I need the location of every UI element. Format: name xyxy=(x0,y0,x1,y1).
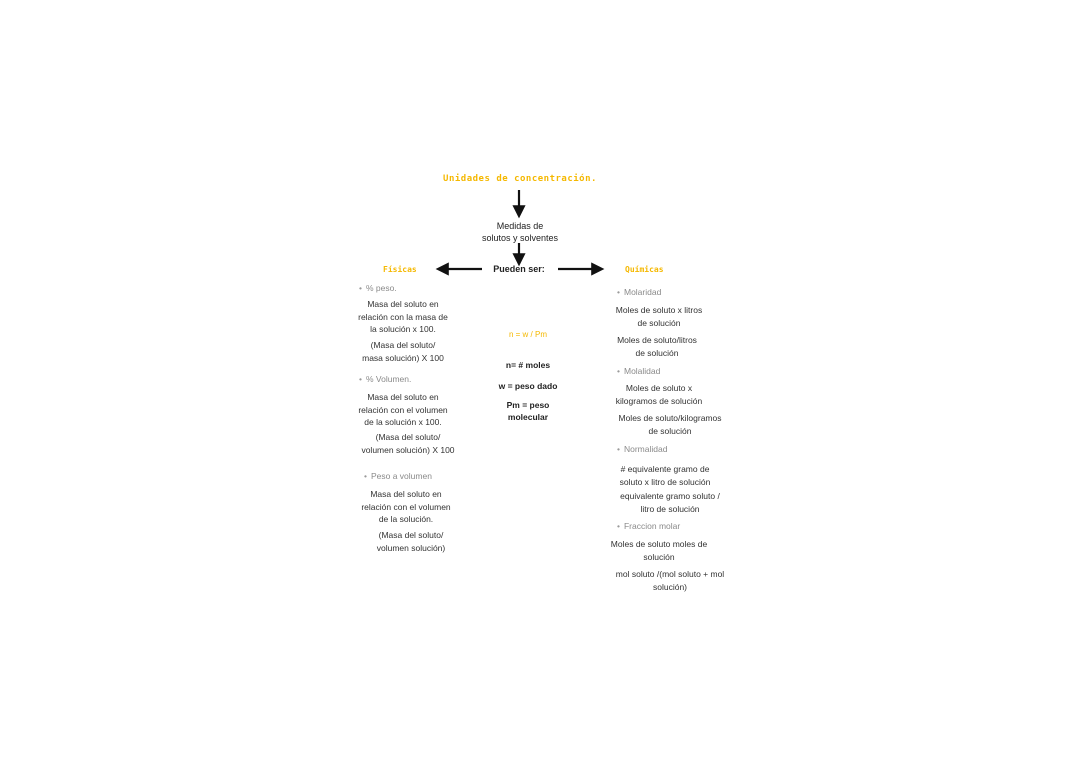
fisicas-item-volumen-formula xyxy=(348,431,468,456)
def-n: n= # moles xyxy=(505,360,551,370)
quimicas-item-normalidad-desc xyxy=(598,463,732,488)
formula-line: de solución xyxy=(648,425,692,436)
desc-line: Moles de soluto x litros xyxy=(615,305,703,315)
desc-line: relación con el volumen xyxy=(361,501,451,512)
fisicas-item-pesovolumen-label: • Peso a volumen xyxy=(364,471,432,481)
quimicas-item-fraccion-desc xyxy=(592,538,726,563)
formula-line: (Masa del soluto/ xyxy=(378,530,444,540)
fisicas-item-volumen-desc xyxy=(343,391,463,429)
desc-line: Masa del soluto en xyxy=(367,299,439,309)
def-pm xyxy=(478,399,578,423)
quimicas-item-molaridad-label: • Molaridad xyxy=(617,287,662,297)
quimicas-item-molaridad-desc xyxy=(596,304,722,329)
desc-line: la solución x 100. xyxy=(370,324,436,334)
desc-line: Masa del soluto en xyxy=(370,489,442,499)
desc-line: soluto x litro de solución xyxy=(619,476,711,487)
quimicas-item-molaridad-formula xyxy=(594,334,720,359)
fisicas-item-pesovolumen-desc xyxy=(346,488,466,526)
fisicas-item-peso-formula xyxy=(343,339,463,364)
center-formula: n = w / Pm xyxy=(508,330,547,339)
quimicas-heading: Químicas xyxy=(625,265,664,274)
formula-line: Moles de soluto/kilogramos xyxy=(618,413,722,423)
desc-line: solución xyxy=(643,551,675,562)
quimicas-item-normalidad-formula xyxy=(603,490,737,515)
def-pm-line-1: Pm = peso xyxy=(506,400,550,410)
quimicas-item-molalidad-desc xyxy=(596,382,722,407)
desc-line: relación con la masa de xyxy=(358,311,448,322)
formula-line: mol soluto /(mol soluto + mol xyxy=(615,569,725,579)
fisicas-item-peso-label: • % peso. xyxy=(359,283,397,293)
formula-line: de solución xyxy=(635,347,679,358)
quimicas-item-fraccion-formula xyxy=(600,568,740,593)
formula-line: litro de solución xyxy=(640,503,700,514)
quimicas-item-normalidad-label: • Normalidad xyxy=(617,444,668,454)
fisicas-item-peso-desc xyxy=(343,298,463,336)
desc-line: relación con el volumen xyxy=(358,404,448,415)
desc-line: Moles de soluto moles de xyxy=(610,539,708,549)
medidas-line-1: Medidas de xyxy=(496,221,544,231)
pueden-ser-node: Pueden ser: xyxy=(493,264,545,274)
formula-line: volumen solución) X 100 xyxy=(361,444,455,455)
diagram-title: Unidades de concentración. xyxy=(443,174,597,184)
quimicas-item-molalidad-formula xyxy=(600,412,740,437)
def-w: w = peso dado xyxy=(498,381,558,391)
formula-line: (Masa del soluto/ xyxy=(375,432,441,442)
desc-line: # equivalente gramo de xyxy=(620,464,710,474)
def-pm-line-2: molecular xyxy=(507,412,549,422)
desc-line: de solución xyxy=(637,317,681,328)
formula-line: Moles de soluto/litros xyxy=(617,335,697,345)
desc-line: kilogramos de solución xyxy=(615,395,703,406)
formula-line: volumen solución) xyxy=(376,542,446,553)
desc-line: Moles de soluto x xyxy=(625,383,693,393)
desc-line: de la solución x 100. xyxy=(364,417,442,427)
medidas-line-2: solutos y solventes xyxy=(481,233,559,243)
fisicas-item-volumen-label: • % Volumen. xyxy=(359,374,412,384)
fisicas-item-pesovolumen-formula xyxy=(351,529,471,554)
formula-line: (Masa del soluto/ xyxy=(370,340,436,350)
medidas-node xyxy=(460,220,580,244)
formula-line: equivalente gramo soluto / xyxy=(620,491,720,501)
fisicas-heading: Físicas xyxy=(383,265,417,274)
quimicas-item-molalidad-label: • Molalidad xyxy=(617,366,661,376)
desc-line: de la solución. xyxy=(378,514,434,524)
formula-line: solución) xyxy=(652,581,688,592)
quimicas-item-fraccion-label: • Fraccion molar xyxy=(617,521,681,531)
desc-line: Masa del soluto en xyxy=(367,392,439,402)
formula-line: masa solución) X 100 xyxy=(362,352,444,363)
